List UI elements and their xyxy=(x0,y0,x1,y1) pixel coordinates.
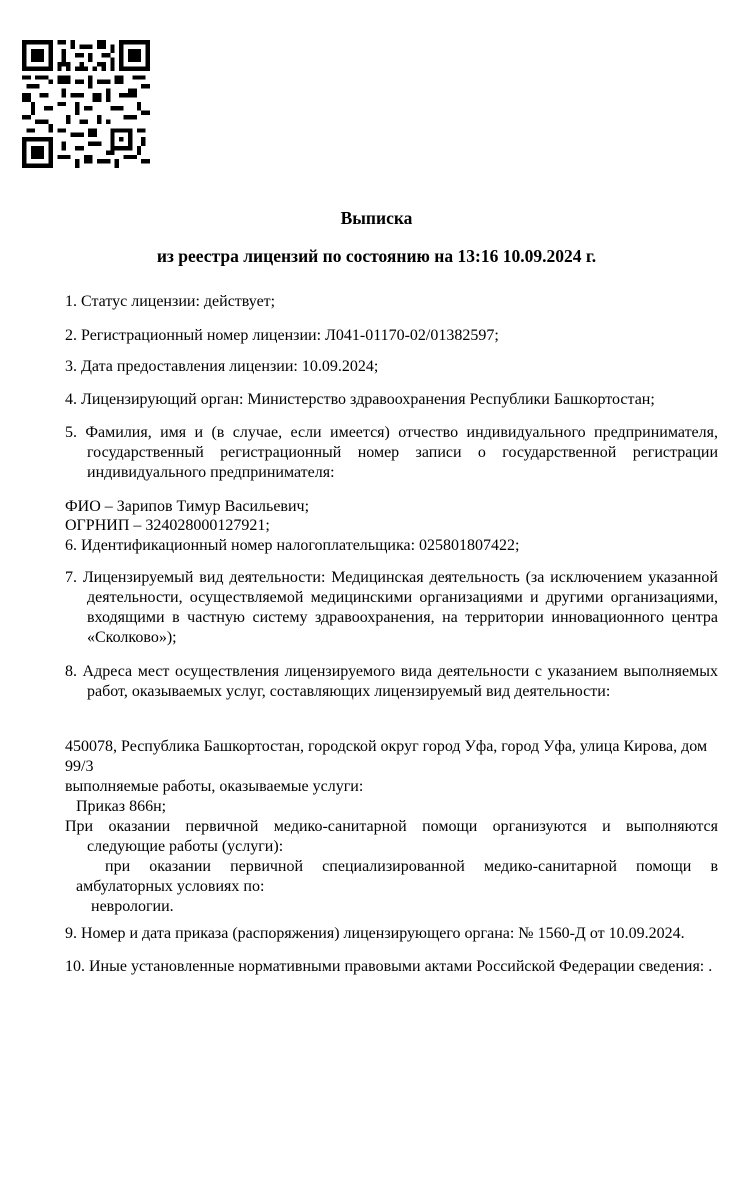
item-activity-type-text: 7. Лицензируемый вид деятельности: Медицинская деятельность (за исключением указанной деятельности, осуществляемой медицинскими организациями и другими организациями, входящими в частную систему здравоохранения, на территории инновационного центра «Сколково»); xyxy=(65,569,718,646)
specialized-care-text: при оказании первичной специализированной медико-санитарной помощи в амбулаторных условиях по: xyxy=(76,858,718,895)
primary-care-text: При оказании первичной медико-санитарной помощи организуются и выполняются следующие работы (услуги): xyxy=(65,818,718,855)
item-licensing-authority: 4. Лицензирующий орган: Министерство здравоохранения Республики Башкортостан; xyxy=(65,391,655,408)
item-registration-number: 2. Регистрационный номер лицензии: Л041-01170-02/01382597; xyxy=(65,327,499,344)
item-entrepreneur-text: 5. Фамилия, имя и (в случае, если имеется) отчество индивидуального предпринимателя, государственный регистрационный номер записи о государственной регистрации индивидуального предпринимателя: xyxy=(65,424,718,481)
item-license-status: 1. Статус лицензии: действует; xyxy=(65,293,276,310)
item-other-info xyxy=(65,957,718,977)
item-activity-type xyxy=(65,568,718,648)
item-grant-date: 3. Дата предоставления лицензии: 10.09.2024; xyxy=(65,358,379,375)
item-addresses xyxy=(65,662,718,702)
item-addresses-text: 8. Адреса мест осуществления лицензируемого вида деятельности с указанием выполняемых работ, оказываемых услуг, составляющих лицензируемый вид деятельности: xyxy=(65,663,718,700)
item-entrepreneur xyxy=(65,423,718,483)
item-inn: 6. Идентификационный номер налогоплательщика: 025801807422; xyxy=(65,537,520,554)
document-title: Выписка xyxy=(340,208,413,228)
document-subtitle: из реестра лицензий по состоянию на 13:16 10.09.2024 г. xyxy=(156,246,597,266)
address-text: 450078, Республика Башкортостан, городской округ город Уфа, город Уфа, улица Кирова, дом 99/3 xyxy=(65,738,708,775)
fio-line: ФИО – Зарипов Тимур Васильевич; xyxy=(65,498,310,515)
order-line: Приказ 866н; xyxy=(76,798,167,815)
ogrnip-line: ОГРНИП – 324028000127921; xyxy=(65,517,270,534)
neurology-line: неврологии. xyxy=(91,898,174,915)
qr-code xyxy=(22,40,150,168)
works-label: выполняемые работы, оказываемые услуги: xyxy=(65,778,364,795)
item-other-info-text: 10. Иные установленные нормативными правовыми актами Российской Федерации сведения: . xyxy=(65,958,713,975)
item-order-number: 9. Номер и дата приказа (распоряжения) лицензирующего органа: № 1560-Д от 10.09.2024. xyxy=(65,925,685,942)
address-block xyxy=(65,737,718,917)
